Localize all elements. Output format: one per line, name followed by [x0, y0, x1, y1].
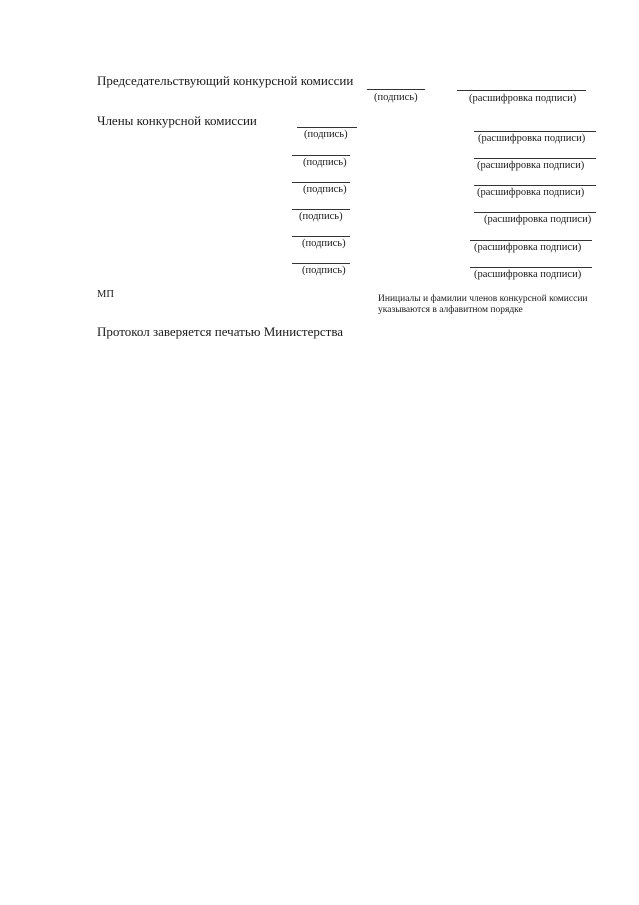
member-signature-caption: (подпись)	[303, 184, 347, 195]
members-label: Члены конкурсной комиссии	[97, 113, 257, 128]
member-signature-caption: (подпись)	[299, 211, 343, 222]
member-decode-line	[474, 185, 596, 186]
member-signature-line	[292, 263, 350, 264]
member-decode-line	[470, 267, 592, 268]
note-line-2: указываются в алфавитном порядке	[378, 305, 523, 315]
chair-decode-line	[457, 90, 586, 91]
chair-signature-caption: (подпись)	[374, 92, 418, 103]
chair-decode-caption: (расшифровка подписи)	[469, 93, 577, 104]
stamp-place-label: МП	[97, 289, 114, 300]
member-signature-caption: (подпись)	[302, 238, 346, 249]
member-decode-caption: (расшифровка подписи)	[477, 187, 585, 198]
member-decode-caption: (расшифровка подписи)	[474, 269, 582, 280]
member-signature-caption: (подпись)	[304, 129, 348, 140]
member-signature-line	[292, 155, 350, 156]
member-decode-caption: (расшифровка подписи)	[474, 242, 582, 253]
chair-label: Председательствующий конкурсной комиссии	[97, 73, 354, 88]
footer-text: Протокол заверяется печатью Министерства	[97, 324, 344, 339]
member-decode-caption: (расшифровка подписи)	[484, 214, 592, 225]
member-signature-caption: (подпись)	[303, 157, 347, 168]
member-decode-caption: (расшифровка подписи)	[478, 133, 586, 144]
member-decode-line	[474, 212, 596, 213]
note-line-1: Инициалы и фамилии членов конкурсной комиссии	[378, 294, 588, 304]
member-decode-line	[470, 240, 592, 241]
member-decode-caption: (расшифровка подписи)	[477, 160, 585, 171]
chair-signature-line	[367, 89, 425, 90]
member-decode-line	[474, 158, 596, 159]
member-signature-line	[292, 236, 350, 237]
member-signature-caption: (подпись)	[302, 265, 346, 276]
member-signature-line	[292, 209, 350, 210]
member-signature-line	[292, 182, 350, 183]
member-signature-line	[297, 127, 357, 128]
member-decode-line	[474, 131, 596, 132]
